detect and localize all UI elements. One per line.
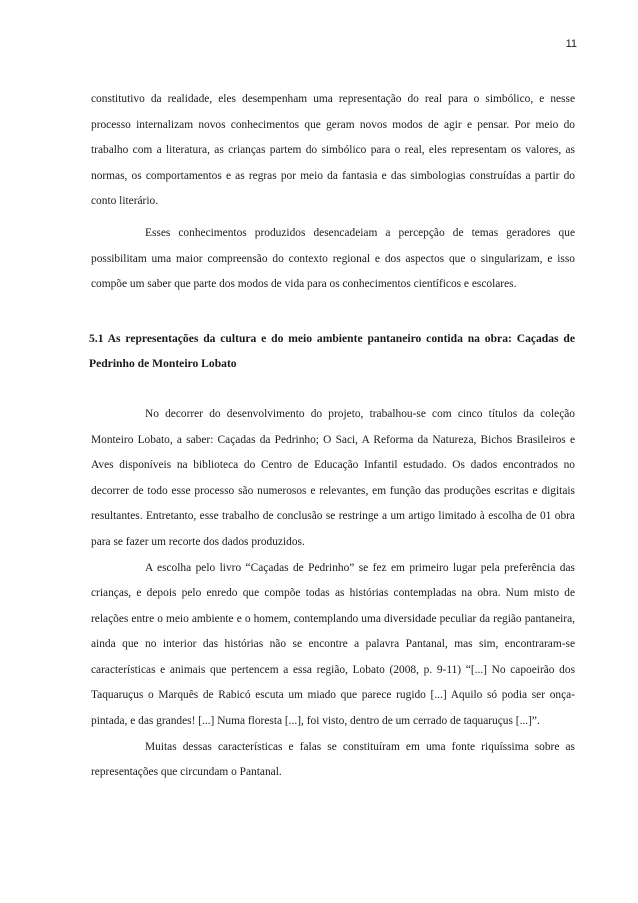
paragraph-project: No decorrer do desenvolvimento do projeto, trabalhou-se com cinco títulos da coleção Monteiro Lobato, a saber: Caçadas da Pedrinho; O Saci, A Reforma da Natureza, Bichos Brasileiros e Aves disponíveis na biblioteca do Centro de Educação Infantil estudado. Os dados encontrados no decorrer de todo esse processo são numerosos e relevantes, em função das produções escritas e digitais resultantes. Entretanto, esse trabalho de conclusão se restringe a um artigo limitado à escolha de 01 obra para se fazer um recorte dos dados produzidos. xyxy=(91,407,575,548)
paragraph-knowledge: Esses conhecimentos produzidos desencadeiam a percepção de temas geradores que possibilitam uma maior compreensão do contexto regional e dos aspectos que o singularizam, e isso compõe um saber que parte dos modos de vida para os conhecimentos científicos e escolares. xyxy=(91,226,575,291)
paragraph-conclusion: Muitas dessas características e falas se constituíram em uma fonte riquíssima sobre as representações que circundam o Pantanal. xyxy=(91,740,575,779)
section-heading: 5.1 As representações da cultura e do meio ambiente pantaneiro contida na obra: Caçadas de Pedrinho de Monteiro Lobato xyxy=(89,331,575,371)
body-text xyxy=(91,87,575,786)
paragraph-continuation: constitutivo da realidade, eles desempenham uma representação do real para o simbólico, e nesse processo internalizam novos conhecimentos que geram novos modos de agir e pensar. Por meio do trabalho com a literatura, as crianças partem do simbólico para o real, eles representam os valores, as normas, os comportamentos e as regras por meio da fantasia e das simbologias construídas a partir do conto literário. xyxy=(91,93,575,208)
paragraph-book-choice: A escolha pelo livro “Caçadas de Pedrinho” se fez em primeiro lugar pela preferência das crianças, e depois pelo enredo que compõe todas as histórias contempladas na obra. Num misto de relações entre o meio ambiente e o homem, contemplando uma diversidade peculiar da região pantaneira, ainda que no interior das histórias não se encontre a palavra Pantanal, mas sim, encontraram-se características e animais que pertencem a essa região, Lobato (2008, p. 9-11) “[...] No capoeirão dos Taquaruçus o Marquês de Rabicó escuta um miado que parece rugido [...] Aquilo só podia ser onça-pintada, e das grandes! [...] Numa floresta [...], foi visto, dentro de um cerrado de taquaruçus [...]”. xyxy=(91,561,575,728)
page-number: 11 xyxy=(565,38,577,50)
